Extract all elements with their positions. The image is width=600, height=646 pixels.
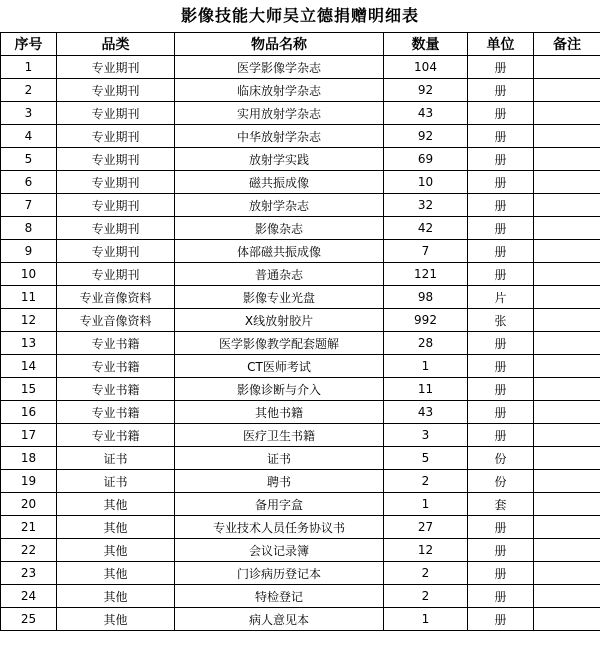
cell-unit: 套 <box>468 493 534 516</box>
cell-quantity: 121 <box>384 263 468 286</box>
cell-index: 18 <box>1 447 57 470</box>
cell-note <box>534 401 600 424</box>
table-header <box>1 33 600 56</box>
cell-note <box>534 608 600 631</box>
cell-quantity: 3 <box>384 424 468 447</box>
table-row <box>1 493 600 516</box>
column-header-category: 品类 <box>57 33 175 56</box>
cell-name: 备用字盒 <box>175 493 384 516</box>
cell-index: 21 <box>1 516 57 539</box>
cell-unit: 册 <box>468 355 534 378</box>
cell-quantity: 2 <box>384 470 468 493</box>
cell-name: 实用放射学杂志 <box>175 102 384 125</box>
cell-name: 病人意见本 <box>175 608 384 631</box>
cell-quantity: 69 <box>384 148 468 171</box>
cell-category: 专业音像资料 <box>57 286 175 309</box>
column-header-unit: 单位 <box>468 33 534 56</box>
cell-category: 专业书籍 <box>57 378 175 401</box>
cell-unit: 册 <box>468 378 534 401</box>
cell-unit: 份 <box>468 447 534 470</box>
cell-quantity: 992 <box>384 309 468 332</box>
cell-category: 专业期刊 <box>57 125 175 148</box>
cell-note <box>534 79 600 102</box>
table-row <box>1 286 600 309</box>
cell-index: 24 <box>1 585 57 608</box>
cell-index: 8 <box>1 217 57 240</box>
cell-category: 其他 <box>57 516 175 539</box>
cell-quantity: 10 <box>384 171 468 194</box>
cell-note <box>534 332 600 355</box>
cell-unit: 册 <box>468 608 534 631</box>
cell-name: 门诊病历登记本 <box>175 562 384 585</box>
cell-name: 影像诊断与介入 <box>175 378 384 401</box>
cell-category: 专业期刊 <box>57 194 175 217</box>
cell-category: 其他 <box>57 608 175 631</box>
cell-category: 专业书籍 <box>57 424 175 447</box>
cell-index: 7 <box>1 194 57 217</box>
cell-name: 特检登记 <box>175 585 384 608</box>
cell-index: 20 <box>1 493 57 516</box>
table-row <box>1 585 600 608</box>
cell-note <box>534 240 600 263</box>
cell-quantity: 1 <box>384 493 468 516</box>
table-row <box>1 56 600 79</box>
cell-category: 专业期刊 <box>57 240 175 263</box>
cell-quantity: 5 <box>384 447 468 470</box>
cell-quantity: 28 <box>384 332 468 355</box>
cell-category: 专业书籍 <box>57 401 175 424</box>
cell-quantity: 1 <box>384 355 468 378</box>
table-row <box>1 171 600 194</box>
cell-note <box>534 562 600 585</box>
table-row <box>1 309 600 332</box>
table-row <box>1 447 600 470</box>
cell-index: 6 <box>1 171 57 194</box>
table-row <box>1 355 600 378</box>
cell-index: 23 <box>1 562 57 585</box>
cell-index: 4 <box>1 125 57 148</box>
cell-name: 磁共振成像 <box>175 171 384 194</box>
cell-name: 普通杂志 <box>175 263 384 286</box>
cell-unit: 册 <box>468 240 534 263</box>
cell-index: 15 <box>1 378 57 401</box>
cell-index: 25 <box>1 608 57 631</box>
cell-note <box>534 171 600 194</box>
cell-note <box>534 194 600 217</box>
cell-unit: 张 <box>468 309 534 332</box>
cell-name: 聘书 <box>175 470 384 493</box>
table-row <box>1 148 600 171</box>
cell-category: 其他 <box>57 493 175 516</box>
cell-unit: 册 <box>468 148 534 171</box>
cell-name: 影像专业光盘 <box>175 286 384 309</box>
table-row <box>1 79 600 102</box>
cell-name: 影像杂志 <box>175 217 384 240</box>
table-row <box>1 240 600 263</box>
cell-name: 医学影像教学配套题解 <box>175 332 384 355</box>
cell-quantity: 2 <box>384 562 468 585</box>
cell-name: 证书 <box>175 447 384 470</box>
cell-unit: 册 <box>468 102 534 125</box>
cell-index: 11 <box>1 286 57 309</box>
cell-category: 其他 <box>57 585 175 608</box>
cell-note <box>534 355 600 378</box>
cell-quantity: 27 <box>384 516 468 539</box>
cell-quantity: 98 <box>384 286 468 309</box>
cell-name: X线放射胶片 <box>175 309 384 332</box>
cell-index: 14 <box>1 355 57 378</box>
cell-unit: 册 <box>468 125 534 148</box>
column-header-quantity: 数量 <box>384 33 468 56</box>
cell-note <box>534 102 600 125</box>
table-row <box>1 332 600 355</box>
cell-index: 1 <box>1 56 57 79</box>
cell-category: 专业书籍 <box>57 332 175 355</box>
cell-note <box>534 56 600 79</box>
cell-quantity: 7 <box>384 240 468 263</box>
cell-unit: 册 <box>468 171 534 194</box>
cell-category: 专业期刊 <box>57 102 175 125</box>
cell-name: 其他书籍 <box>175 401 384 424</box>
cell-unit: 片 <box>468 286 534 309</box>
cell-category: 专业期刊 <box>57 263 175 286</box>
cell-unit: 册 <box>468 585 534 608</box>
cell-note <box>534 470 600 493</box>
cell-quantity: 42 <box>384 217 468 240</box>
cell-note <box>534 148 600 171</box>
cell-quantity: 11 <box>384 378 468 401</box>
table-row <box>1 217 600 240</box>
cell-note <box>534 585 600 608</box>
table-row <box>1 470 600 493</box>
cell-quantity: 92 <box>384 79 468 102</box>
column-header-index: 序号 <box>1 33 57 56</box>
cell-unit: 份 <box>468 470 534 493</box>
cell-index: 13 <box>1 332 57 355</box>
cell-unit: 册 <box>468 56 534 79</box>
cell-category: 证书 <box>57 470 175 493</box>
table-row <box>1 539 600 562</box>
cell-index: 2 <box>1 79 57 102</box>
cell-quantity: 43 <box>384 102 468 125</box>
header-row <box>1 33 600 56</box>
cell-name: 会议记录簿 <box>175 539 384 562</box>
table-row <box>1 263 600 286</box>
cell-note <box>534 447 600 470</box>
cell-unit: 册 <box>468 539 534 562</box>
page-title: 影像技能大师吴立德捐赠明细表 <box>180 6 419 25</box>
cell-quantity: 12 <box>384 539 468 562</box>
table-row <box>1 102 600 125</box>
table-row <box>1 194 600 217</box>
cell-quantity: 2 <box>384 585 468 608</box>
cell-note <box>534 286 600 309</box>
cell-name: 中华放射学杂志 <box>175 125 384 148</box>
cell-unit: 册 <box>468 263 534 286</box>
table-row <box>1 562 600 585</box>
cell-category: 其他 <box>57 539 175 562</box>
cell-unit: 册 <box>468 516 534 539</box>
table-row <box>1 608 600 631</box>
table-row <box>1 424 600 447</box>
cell-unit: 册 <box>468 401 534 424</box>
cell-note <box>534 263 600 286</box>
cell-quantity: 32 <box>384 194 468 217</box>
cell-index: 12 <box>1 309 57 332</box>
cell-category: 专业书籍 <box>57 355 175 378</box>
cell-note <box>534 493 600 516</box>
table-body <box>1 56 600 631</box>
cell-index: 5 <box>1 148 57 171</box>
cell-index: 9 <box>1 240 57 263</box>
cell-name: 医学影像学杂志 <box>175 56 384 79</box>
cell-note <box>534 424 600 447</box>
donation-table <box>0 32 600 631</box>
cell-quantity: 92 <box>384 125 468 148</box>
cell-note <box>534 217 600 240</box>
column-header-name: 物品名称 <box>175 33 384 56</box>
cell-unit: 册 <box>468 562 534 585</box>
cell-note <box>534 539 600 562</box>
cell-index: 16 <box>1 401 57 424</box>
cell-quantity: 104 <box>384 56 468 79</box>
cell-category: 专业期刊 <box>57 56 175 79</box>
cell-category: 证书 <box>57 447 175 470</box>
cell-category: 专业音像资料 <box>57 309 175 332</box>
cell-category: 专业期刊 <box>57 79 175 102</box>
table-row <box>1 516 600 539</box>
cell-category: 专业期刊 <box>57 217 175 240</box>
cell-index: 22 <box>1 539 57 562</box>
cell-name: 放射学杂志 <box>175 194 384 217</box>
cell-index: 17 <box>1 424 57 447</box>
cell-unit: 册 <box>468 194 534 217</box>
cell-unit: 册 <box>468 79 534 102</box>
cell-index: 10 <box>1 263 57 286</box>
cell-category: 专业期刊 <box>57 171 175 194</box>
cell-name: 体部磁共振成像 <box>175 240 384 263</box>
table-row <box>1 401 600 424</box>
cell-quantity: 43 <box>384 401 468 424</box>
cell-unit: 册 <box>468 217 534 240</box>
cell-note <box>534 516 600 539</box>
cell-name: 临床放射学杂志 <box>175 79 384 102</box>
cell-name: 专业技术人员任务协议书 <box>175 516 384 539</box>
cell-note <box>534 309 600 332</box>
table-row <box>1 378 600 401</box>
cell-category: 专业期刊 <box>57 148 175 171</box>
column-header-note: 备注 <box>534 33 600 56</box>
cell-unit: 册 <box>468 424 534 447</box>
cell-name: 医疗卫生书籍 <box>175 424 384 447</box>
cell-unit: 册 <box>468 332 534 355</box>
cell-quantity: 1 <box>384 608 468 631</box>
cell-index: 3 <box>1 102 57 125</box>
cell-note <box>534 378 600 401</box>
table-row <box>1 125 600 148</box>
cell-name: CT医师考试 <box>175 355 384 378</box>
cell-name: 放射学实践 <box>175 148 384 171</box>
cell-note <box>534 125 600 148</box>
cell-category: 其他 <box>57 562 175 585</box>
cell-index: 19 <box>1 470 57 493</box>
